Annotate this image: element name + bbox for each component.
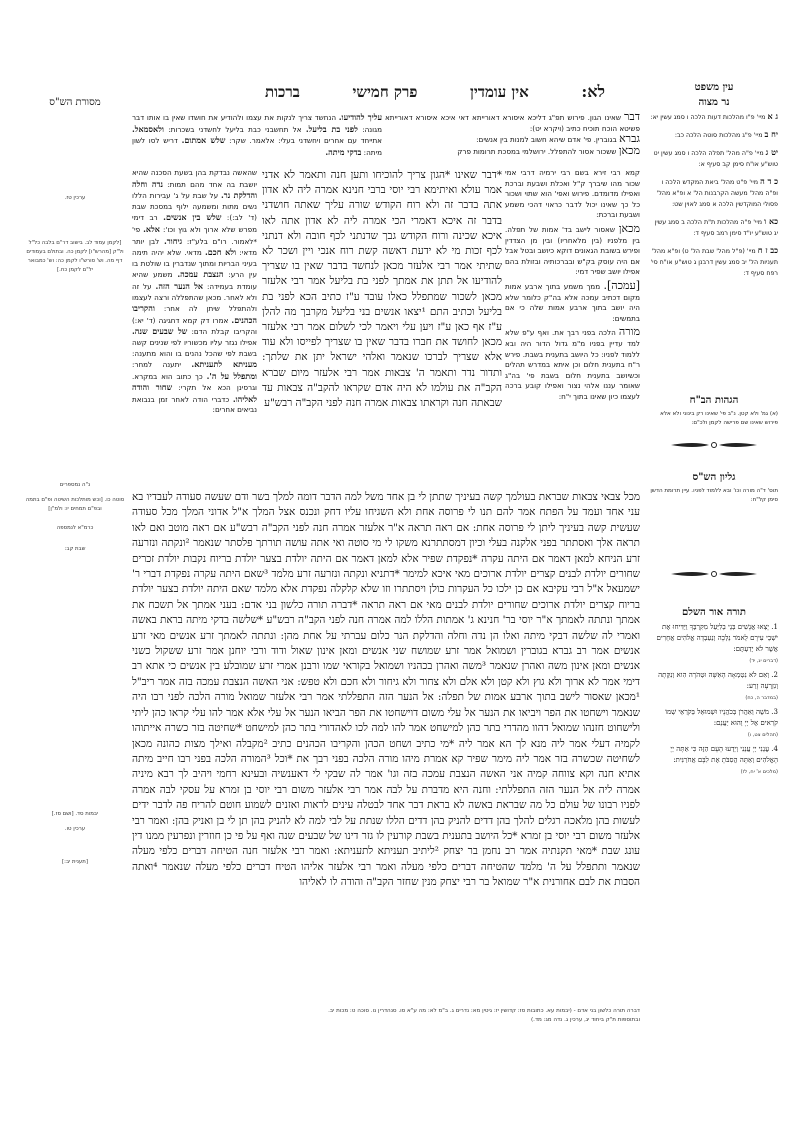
torah-verse-source: (דברים יג, יד) xyxy=(749,658,778,664)
torah-verse: 3. מֹשֶׁה וְאַהֲרֹן בְּכֹהֲנָיו וּשְׁמוּאֵל בְּקֹרְאֵי שְׁמוֹ קֹרִאים אֶל יְיָ וְהוּא יַעֲנֵם: xyxy=(665,708,778,727)
rashi-text: כדברי הודה לאחר זמן בנבואת נביאים אחרים: xyxy=(132,394,257,415)
mesoret-note: ערכין טז. xyxy=(64,195,86,201)
dibbur-hamatchil: מכאן xyxy=(618,221,640,235)
entry-text: מיי' פ"ה מהל' תפלה הלכה ו סמג עשין יט טוש"ע או"ח סימן קב סעיף א: xyxy=(653,150,778,168)
rashi-text: על זה ולא לאחר. מכאן שהתפללה ורצה לעצמו ולהתפלל שיתן לה אחר: xyxy=(132,281,257,314)
ornament-divider-icon xyxy=(664,569,764,579)
torah-verse-source: (במדבר ה, כח) xyxy=(745,695,778,701)
mesoret-note: סוטה כו. [וכש מותלכות השיטה ופ"ם בתמה ובפ"ם תמחים יו: ולמ"ן] xyxy=(25,497,125,512)
dibbur-hamatchil: ומתפלל על ה'. xyxy=(206,370,257,381)
mesoret-hashas-title: מסורת הש"ס xyxy=(49,97,101,108)
daf-number: לא: xyxy=(581,82,605,101)
rashi-column xyxy=(132,168,257,416)
rashi-text: כך כתוב הוא במקרא. וגרסינן הכא אל תקרי: xyxy=(132,371,257,393)
ornament-divider-icon xyxy=(664,440,764,450)
ein-mishpat-title: עין משפט xyxy=(694,82,734,93)
mesoret-note: [לקמן עמוד לב. בישוב דר"ם בלבה כל"ל ול"ק [מהרש"ו] לקמן כה. ובתולם בעמודים דף מה. וש' סורש"ו לקמן כה: וש' כמבואר יל"ם לקמן כח.] xyxy=(26,240,124,273)
left-margin xyxy=(25,95,125,873)
dibbur-hamatchil: אלא. xyxy=(143,223,160,234)
gilyon-text: תוס' ד"ה מורה וכו' ובא ללמוד לפניו. עיין תרומת הדשן סימן קל"ח: xyxy=(650,488,778,503)
dibbur-hamatchil: הנצבת עמכה. xyxy=(177,269,224,280)
tosafot-text: שאינו הגון. פירוש תפ"ג דליכא איסורא דאורייתא דאי איכא איסורא דאורייתא פשיטא הוכח תוכיח כתיב (ויקרא יט): xyxy=(385,113,640,133)
rashi-text: אמרו דק קמא דחגיגה (ד' יא:) והקריבו קבלת הדם: xyxy=(132,315,257,337)
entry-mark: כא ו xyxy=(764,216,778,226)
mesoret-note: כרמ"א לנמספה xyxy=(56,525,94,531)
entry-text: מיי' פ"ה מהלכות ת"ת הלכה ב סמג עשין יג טוש"ע יו"ד סימן רמב סעיף ד: xyxy=(654,219,778,237)
tosafot-text: בגוברין. פי' אדם שיהא חשוב למנות בין אנשים: xyxy=(476,135,617,145)
mesoret-note: ערכין טו. xyxy=(64,826,86,832)
ein-mishpat-entry xyxy=(650,111,778,123)
torah-verse-source: (תהלים צט, ו) xyxy=(747,732,778,738)
entry-mark: כ ד ה xyxy=(760,176,778,186)
footnote-line: ובתוספות ת"ק ביחוד יג, ערכין ג. נדה מג: מד.) xyxy=(530,1017,640,1023)
page-footnotes xyxy=(130,1007,640,1025)
mesoret-note: יבמות סד. [ושם סז.] xyxy=(51,811,99,817)
rashi-text: על שבת על ג' עבירות הללו נשים מתות ומשמעה ילוף במסכת שבת (ד' לב:): xyxy=(132,191,257,223)
ein-mishpat-entry xyxy=(650,216,778,239)
gemara-main-text: *דבר שאינו *הגון צריך להוכיחו ותען חנה ותאמר לא אדני אמר עולא ואיתימא רבי יוסי ברבי חנינא אמרה ליה לא אדון אתה בדבר זה ולא רוח הקודש שורה עליך שאתה חושדני בדבר זה איכא דאמרי הכי אמרה ליה לא אדון אתה לאו איכא שכינה ורוח הקודש גבך שדנתני לכף חובה ולא דנתני לכף זכות מי לא ידעת דאשה קשת רוח אנכי ויין ושכר לא שתיתי אמר רבי אלעזר מכאן לנחשד בדבר שאין בו שצריך להודיעו אל תתן את אמתך לפני בת בליעל אמר רבי אלעזר מכאן לשכור שמתפלל כאלו עובד ע"ז כתיב הכא לפני בת בליעל וכתיב התם ¹יצאו אנשים בני בליעל מקרבך מה להלן ע"ז אף כאן ע"ז ויען עלי ויאמר לכי לשלום אמר רבי אלעזר מכאן לחושד את חברו בדבר שאין בו שצריך לפייסו ולא עוד אלא שצריך לברכו שנאמר ואלהי ישראל יתן את שלתך: ותדור נדר ותאמר ה' צבאות אמר רבי אלעזר מיום שברא הקב"ה את עולמו לא היה אדם שקראו להקב"ה צבאות עד שבאתה חנה וקראתו צבאות אמרה חנה לפני הקב"ה רבש"ע xyxy=(262,169,502,410)
entry-mark: יח ב xyxy=(764,129,778,139)
chapter-name: אין עומדין xyxy=(470,82,529,101)
entry-text: מיי' פ"ט מהל' ביאת המקדש הלכה ו ופ"ה מהל' מעשה הקרבנות הל' א ופ"א מהל' פסולי המוקדשין הלכה א סמג לאוין שט: xyxy=(656,179,778,208)
dibbur-hamatchil: ולאסמאל. xyxy=(132,123,164,134)
ein-mishpat-entry xyxy=(650,176,778,210)
tractate-name: ברכות xyxy=(265,82,300,101)
ein-mishpat-entry xyxy=(650,147,778,170)
entry-mark: יט ג xyxy=(765,147,778,157)
tosafot-entry xyxy=(505,168,640,221)
dibbur-hamatchil: מעניתא לתעניתא. xyxy=(191,359,257,370)
rashi-text: הנחשד צריך לנקות את עצמו ולהודיע את חושדו שאין בו אותו דבר מגונה: xyxy=(132,113,382,134)
tosafot-text: שאסור לישב בד' אמות של תפלה. בין מלפניו (בין מלאחריו) ובין מן הצדדין ופירש בשובת הגאונים דוקא כיושב ובטל אבל אם היה עוסק בק"ש ובברכותיה ובזולת בהם אפילו יושב שפיר דמי: xyxy=(505,224,640,277)
entry-text: מיי' (פ"ל מהל' שבת הל' ט) ופ"א מהל' תעניות הל' יב סמג עשין דרבנן ג טוש"ע או"ח סי' רפח סעיף ד: xyxy=(650,248,778,277)
tosafot-column xyxy=(505,168,640,402)
mesoret-note: שבת קב: xyxy=(64,546,86,552)
mesoret-note: נ"ה נמספרים xyxy=(59,482,91,488)
tosafot-text: ששכור אסור להתפלל. ירושלמי במסכת תרומות פרק xyxy=(457,146,617,156)
rashi-text: אפילו נגזר עליו מכשוריו לפי שנינים קשה בשבת לפי שהכל נהנים בו והוא מתענה: xyxy=(132,337,257,358)
dibbur-hamatchil: שלש בין אנשים. xyxy=(163,212,222,223)
tosafot-entry xyxy=(505,278,640,324)
entry-mark: כב ז ח xyxy=(757,245,778,255)
bach-text: (א) גמ' ולא קטן. נ"ב פי' שאינו רק בינוני ולא אלא פירוש שאינו שם פרישה לקמן ולכ"ם: xyxy=(660,411,778,426)
rashi-text: לבן יותר מדאי: xyxy=(132,236,257,258)
rashi-text: אל תחשבני כבת בליעל לחשדני בשכרות: xyxy=(168,124,302,134)
ein-mishpat-entry xyxy=(650,245,778,279)
rashi-text: פי' *לאמור. רו"ם בלע"ז: xyxy=(132,224,257,246)
dibbur-hamatchil: אל הנער הזה. xyxy=(155,280,204,291)
entry-text: מיי' פ"ג מהלכות סוטה הלכה כב: xyxy=(674,132,763,139)
dibbur-hamatchil: מכאן xyxy=(618,143,640,157)
torah-verse: 4. עֲנֵנִי יְיָ עֲנֵנִי וְיֵדְעוּ הָעָם הַזֶּה כִּי אַתָּה יְיָ הָאֱלֹהִים וְאַתָּה הֲסִבֹּתָ אֶת לִבָּם אֲחֹרַנִּית: xyxy=(670,745,778,764)
dibbur-hamatchil: לפני בת בליעל. xyxy=(305,123,358,134)
entry-mark: ג א xyxy=(767,111,778,121)
rashi-text: מדאי. שלא יהיה תימה בעיני הבריות ומתוך שנדברין בו שולטת בו עין הרע: xyxy=(132,248,257,280)
page-header xyxy=(265,80,605,104)
tosafot-entry xyxy=(385,134,640,146)
rashi-text: שהאשה נבדקת בהן בשעת הסכנה שהיא יושבת בה אחד מהם תמות: xyxy=(132,168,257,189)
footnote-line: דברה תורה כלשון בני אדם - (יבמות עא. כתובות סז: קדושין יז: גיטין מא: נדרים ג. ב"מ לא: מה ע"א סו. סנהדרין נו. סוכה ט: מכות יב. xyxy=(328,1008,640,1014)
dibbur-hamatchil: עליך להודיעו. xyxy=(338,112,382,122)
dibbur-hamatchil: גיחור. xyxy=(163,235,183,246)
tosafot-entry xyxy=(505,327,640,402)
rashi-entry xyxy=(132,168,257,416)
dibbur-hamatchil: של שבעים שנה. xyxy=(132,326,188,337)
dibbur-hamatchil: מורה xyxy=(618,325,640,339)
tosafot-entry xyxy=(385,112,640,134)
dibbur-hamatchil: שלש אמתום. xyxy=(181,135,226,146)
dibbur-hamatchil: ולא חכם. xyxy=(205,247,237,258)
dibbur-hamatchil: גברא xyxy=(619,132,640,146)
dibbur-hamatchil: דבר xyxy=(624,110,640,123)
torah-or-title: תורה אור השלם xyxy=(682,607,746,618)
ner-mitzvah-title: נר מצוה xyxy=(698,97,730,108)
right-margin xyxy=(650,80,778,781)
tosafot-text: קמא רבי זירא בשם רבי ירמיה דרבי אמי שכור מהו שיברך ק"ל ואכלת ושבעת וברכת ואפילו מדומדם. פירוש ואפי' הוא שתוי ושכור כל כך שאינו יכול לדבר כראוי דהכי משמע ושבעת וברכת: xyxy=(505,168,640,220)
torah-verse-source: (מלכים א' יח, לז) xyxy=(740,769,778,775)
entry-text: מיי' פ"ו מהלכות דעות הלכה ו סמג עשין יא: xyxy=(650,114,766,121)
mesoret-note: [תענית יב:] xyxy=(62,859,88,865)
torah-verse: 1. יָצְאוּ אֲנָשִׁים בְּנֵי בְלִיַּעַל מִקִּרְבֶּךָ וַיַּדִּיחוּ אֶת יֹשְׁבֵי עִירָם לֵאמֹר נֵלְכָה וְנַעַבְדָה אֱלֹהִים אֲחֵרִים אֲשֶׁר לֹא יְדַעְתֶּם: xyxy=(656,623,778,653)
torah-verse: 2. וְאִם לֹא נִטְמְאָה הָאִשָּׁה וּטְהֹרָה הִוא וְנִקְּתָה וְנִזְרְעָה זָרַע: xyxy=(658,671,778,690)
rashi-text: דריש לסו לשון מיתה: xyxy=(132,136,382,157)
tosafot-text: הלכה בפני רבך את. ואף ע"פ שלא למד עדיין בפניו מ"מ גדול הדור היה ובא ללמוד לפניו: כל היושב בתענית בשבת. פירש ר"ח בתענית חלום וכן איתא במדרש תהלים וכשיושב בתענית חלום בשבת פי' בה"ג שאומר עננו אלהי נצור ואפילו קובע ברכה לעצמו כיון שאינו בתוך י"ח: xyxy=(505,328,640,401)
tosafot-entry xyxy=(505,221,640,278)
rashi-entry xyxy=(132,112,382,158)
dibbur-hamatchil: נדה וחלה והדלקת נר. xyxy=(132,178,258,201)
rashi-text: יתענה למחר: xyxy=(132,360,181,370)
dibbur-hamatchil: שחור והודה לאליהו. xyxy=(132,382,257,404)
rashi-text: רב דימי מפרש שלא ארוך ולא גוץ וכו': xyxy=(132,213,257,234)
chapter-number: פרק חמישי xyxy=(352,82,418,101)
gilyon-title: גליון הש"ס xyxy=(692,472,736,483)
dibbur-hamatchil: והקריבו הכהנים. xyxy=(132,303,257,325)
tosafot-top xyxy=(385,112,640,157)
rashi-top xyxy=(132,112,382,158)
rashi-text: משמע שהיא עומדת בעמידה: xyxy=(132,270,258,291)
dibbur-hamatchil: בדקי מיתה. xyxy=(325,146,362,157)
tosafot-entry xyxy=(385,143,640,158)
rashi-text: אתייחד עם אחרים ויחשדני בעלי: אלאמר. שקר: xyxy=(229,136,382,146)
bach-title: הגהות הב"ח xyxy=(689,395,739,406)
dibbur-hamatchil: [עמכה]. xyxy=(603,278,640,292)
tosafot-text: ממך משמע בתוך ארבע אמות מקום דכתיב עמכה אלא בה"ק כלומר שלא היה יושב בתוך ארבע אמות שלה כי אם בתמשים: xyxy=(505,281,640,323)
gemara-continued-text: מכל צבאי צבאות שבראת בעולמך קשה בעיניך שתתן לי בן אחד משל למה הדבר דומה למלך בשר ודם שעשה סעודה לעבדיו בא עני אחד ועמד על הפתח אמר להם תנו לי פרוסה אחת ולא השגיחו עליו דחק ונכנס אצל המלך א"ל אדוני המלך מכל סעודה שעשית קשה בעיניך ליתן לי פרוסה אחת: אם ראה תראה א"ר אלעזר אמרה חנה לפני הקב"ה רבש"ע אם ראה מוטב ואם לאו תראה אלך ואסתתר בפני אלקנה בעלי וכיון דמסתתרנא משקו לי מי סוטה ואי אתה עושה תורתך פלסתר שנאמר ²ונקתה ונזרעה זרע הניחא למאן דאמר אם היתה עקרה *נפקדת שפיר אלא למאן דאמר אם היתה יולדת בצער יולדת בריוח נקבות יולדת זכרים שחורים יולדת לבנים קצרים יולדת ארוכים מאי איכא למימר *דתניא ונקתה ונזרעה זרע מלמד ³שאם היתה עקרה נפקדת דברי ר' ישמעאל א"ל רבי עקיבא אם כן ילכו כל העקרות כולן ויסתתרו וזו שלא קלקלה נפקדת אלא מלמד שאם היתה יולדת בצער יולדת בריוח קצרים יולדת ארוכים שחורים יולדת לבנים מאי אם ראה תראה *דברה תורה כלשון בני אדם: בעני אמתך אל תשכח את אמתך ונתתה לאמתך א"ר יוסי בר' חנינא ג' אמתות הללו למה אמרה חנה לפני הקב"ה רבש"ע *שלשה בדקי מיתה בראת באשה ואמרי לה שלשה דבקי מיתה ואלו הן נדה וחלה והדלקת הנר כלום עברתי על אחת מהן: ונתתה לאמתך זרע אנשים מאי זרע אנשים אמר רב גברא בגוברין ושמואל אמר זרע שמושח שני אנשים ומאן אינון שאול ודוד ורבי יוחנן אמר זרע ששקול כשני אנשים ומאן אינון משה ואהרן שנאמר ³משה ואהרן בכהניו ושמואל בקוראי שמו ורבנן אמרי זרע שמובלע בין אנשים כי אתא רב דימי אמר לא ארוך ולא גוץ ולא קטן ולא אלם ולא צחור ולא גיחור ולא חכם ולא טפש: אני האשה הנצבת עמכה בזה אמר ריב"ל ¹מכאן שאסור לישב בתוך ארבע אמות של תפלה: אל הנער הזה התפללתי אמר רבי אלעזר שמואל מורה הלכה לפני רבו היה שנאמר וישחטו את הפר ויביאו את הנער אל עלי משום דוישחטו את הפר הביאו הנער אל עלי אלא אמר להו עלי קראו כהן ליתי ולישחוט חזנהו שמואל דהוו מהדרי בתר כהן למישחט אמר להו למה לכו לאהדורי בתר כהן למישחט *שחיטה בזר כשרה אייתוהו לקמיה דעלי אמר ליה מנא לך הא אמר ליה *מי כתיב ושחט הכהן והקריבו הכהנים כתיב ²מקבלה ואילך מצות כהונה מכאן לשחיטה שכשרה בזר אמר ליה מימר שפיר קא אמרת מיהו מורה הלכה בפני רבך את *וכל ³המורה הלכה בפני רבו חייב מיתה אתיא חנה וקא צווחה קמיה אני האשה הנצבת עמכה בזה וגו' אמר לה שבקי לי דאענשיה ובעינא רחמי ויהיב לך רבא מיניה אמרה ליה אל הנער הזה התפללתי: וחנה היא מדברת על לבה אמר רבי אלעזר משום רבי יוסי בן זמרא על עסקי לבה אמרה לפניו רבונו של עולם כל מה שבראת באשה לא בראת דבר אחד לבטלה עינים לראות ואזנים לשמוע חוטם להריח פה לדבר ידים לעשות בהן מלאכה רגלים להלך בהן דדים להניק בהן דדים הללו שנתת על לבי למה לא להניק בהן תן לי בן ואניק בהן: ואמר רבי אלעזר משום רבי יוסי בן זמרא *כל היושב בתענית בשבת קורעין לו גזר דינו של שבעים שנה ואף על פי כן חוזרין ונפרעין ממנו דין עונג שבת *מאי תקנתיה אמר רב נחמן בר יצחק ²ליתיב תעניתא לתעניתא: ואמר רבי אלעזר חנה הטיחה דברים כלפי מעלה שנאמר ותתפלל על ה' מלמד שהטיחה דברים כלפי מעלה ואמר רבי אלעזר אליהו הטיח דברים כלפי מעלה שנאמר ⁴ואתה הסבות את לבם אחורנית א"ר שמואל בר רבי יצחק מנין שחזר הקב"ה והודה לו לאליהו xyxy=(132,491,640,889)
ein-mishpat-entry xyxy=(650,129,778,141)
